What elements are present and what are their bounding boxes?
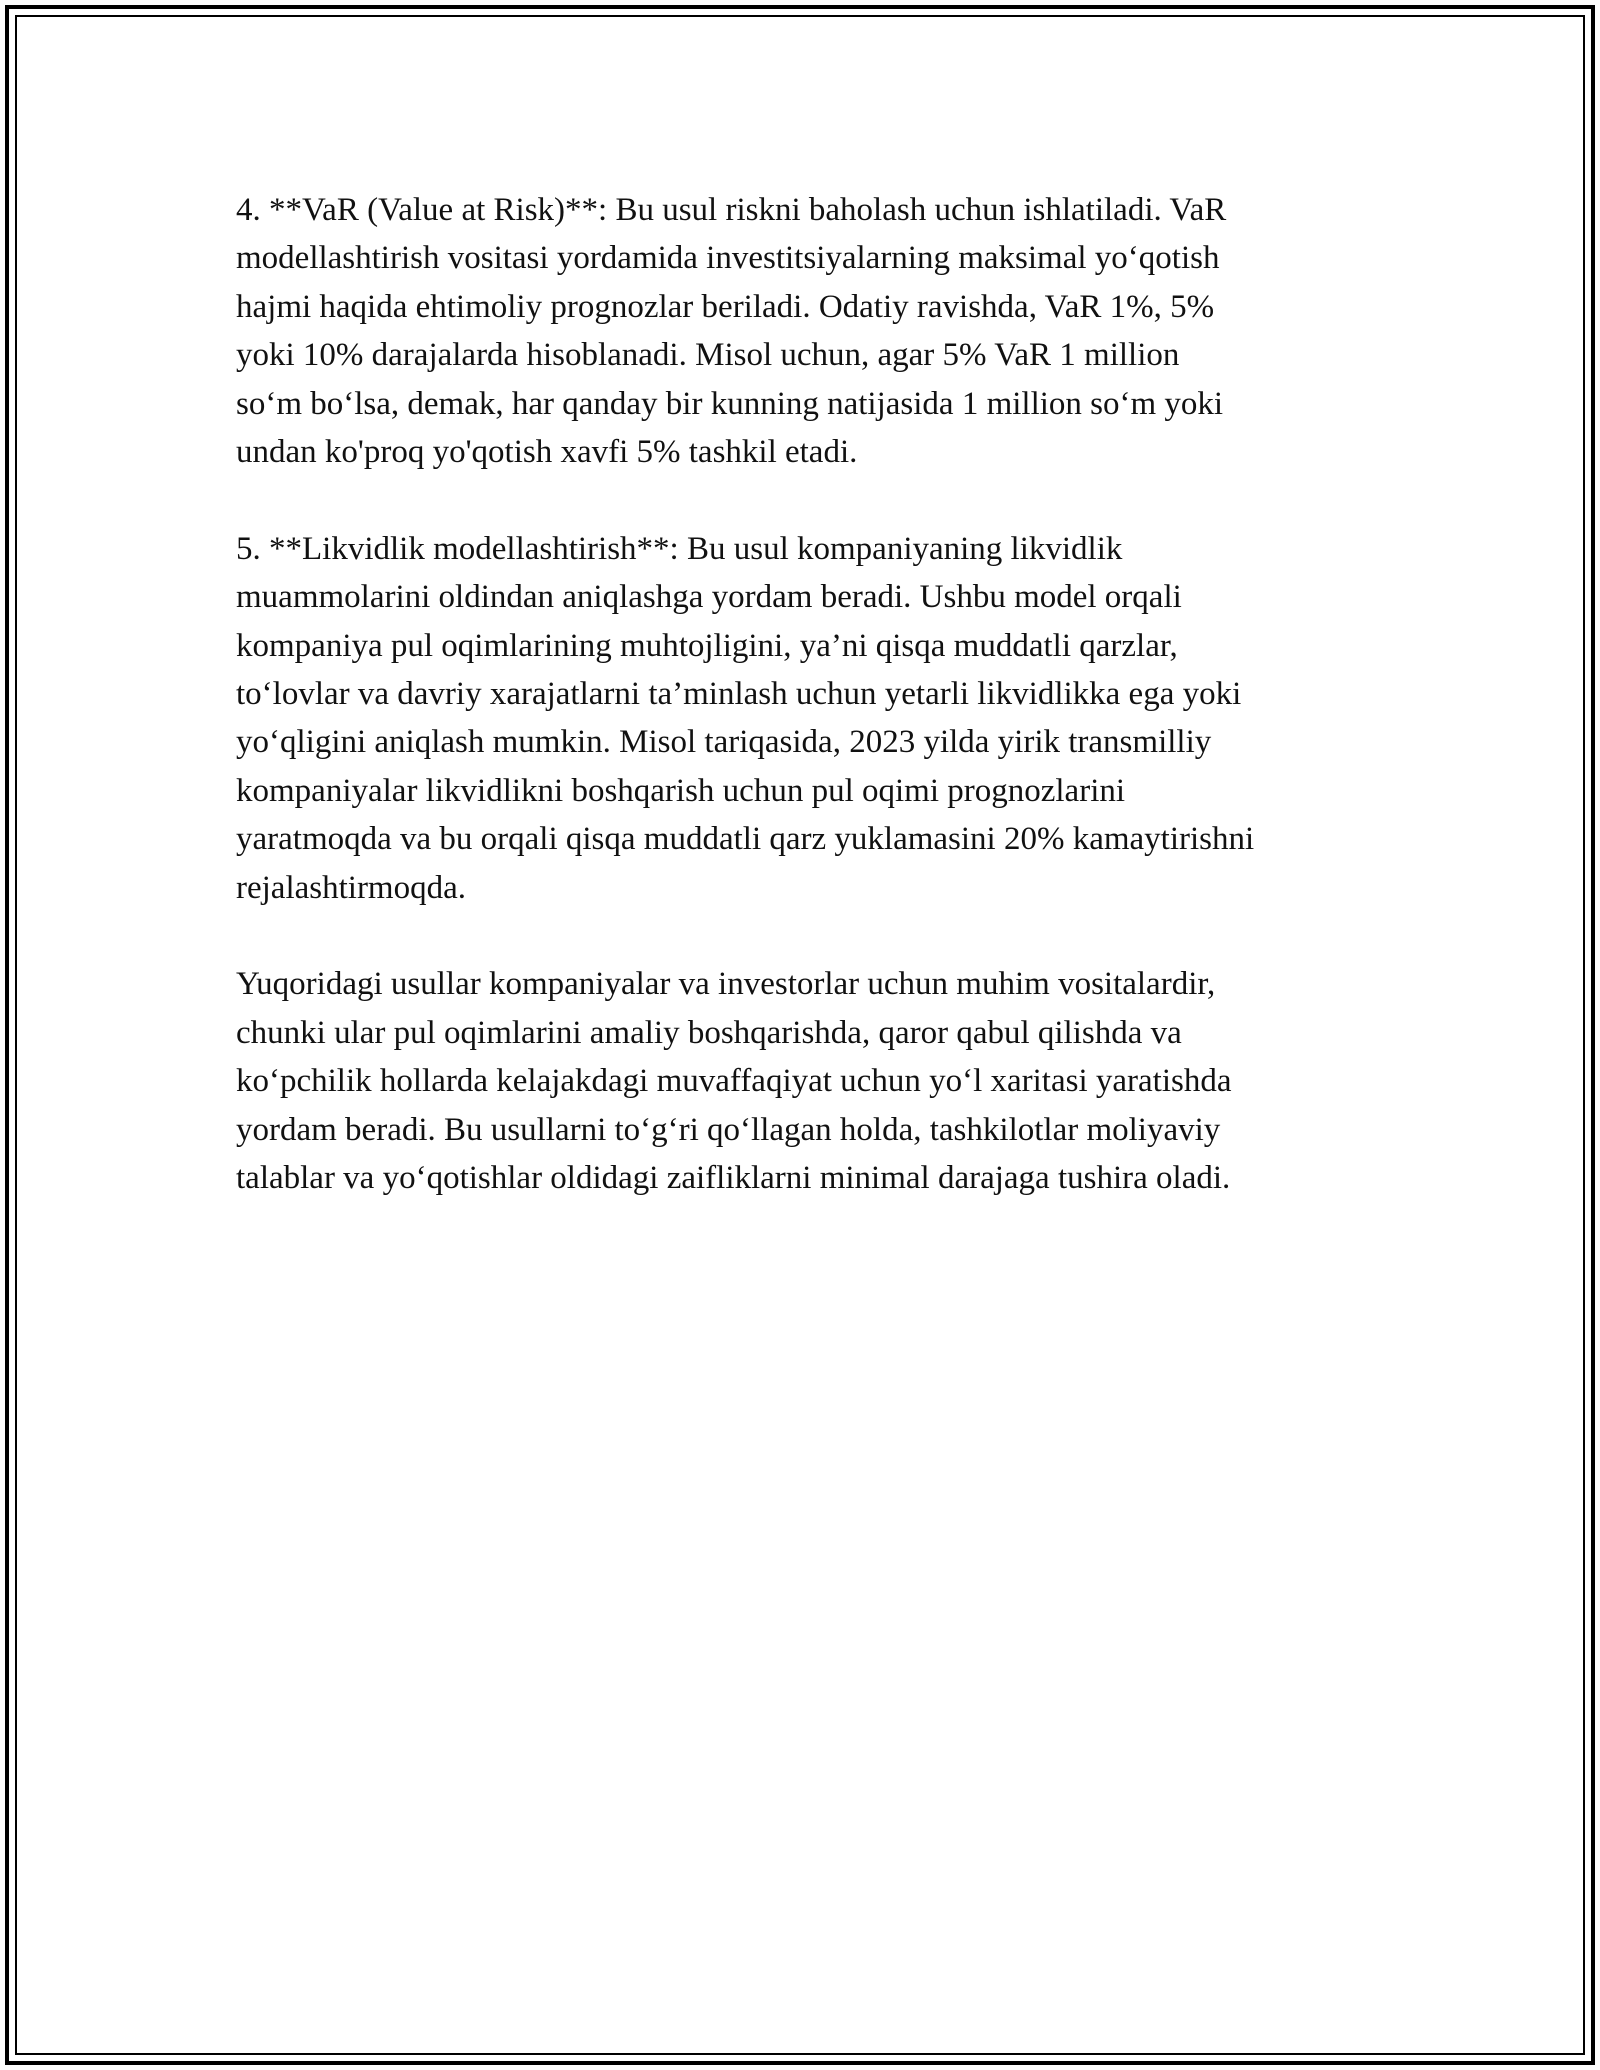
paragraph-conclusion: Yuqoridagi usullar kompaniyalar va investorlar uchun muhim vositalardir, chunki ular pul oqimlarini amaliy boshqarishda, qaror qabul qilishda va ko‘pchilik hollarda kelajakdagi muvaffaqiyat uchun yo‘l xaritasi yaratishda yordam beradi. Bu usullarni to‘g‘ri qo‘llagan holda, tashkilotlar moliyaviy talablar va yo‘qotishlar oldidagi zaifliklarni minimal darajaga tushira oladi. [236, 966, 1232, 1197]
paragraph-var: 4. **VaR (Value at Risk)**: Bu usul riskni baholash uchun ishlatiladi. VaR modellashtirish vositasi yordamida investitsiyalarning maksimal yo‘qotish hajmi haqida ehtimoliy prognozlar beriladi. Odatiy ravishda, VaR 1%, 5% yoki 10% darajalarda hisoblanadi. Misol uchun, agar 5% VaR 1 million so‘m bo‘lsa, demak, har qanday bir kunning natijasida 1 million so‘m yoki undan ko'proq yo'qotish xavfi 5% tashkil etadi. [236, 192, 1227, 471]
paragraph-likvidlik: 5. **Likvidlik modellashtirish**: Bu usul kompaniyaning likvidlik muammolarini oldindan aniqlashga yordam beradi. Ushbu model orqali kompaniya pul oqimlarining muhtojligini, ya’ni qisqa muddatli qarzlar, to‘lovlar va davriy xarajatlarni ta’minlash uchun yetarli likvidlikka ega yoki yo‘qligini aniqlash mumkin. Misol tariqasida, 2023 yilda yirik transmilliy kompaniyalar likvidlikni boshqarish uchun pul oqimi prognozlarini yaratmoqda va bu orqali qisqa muddatli qarz yuklamasini 20% kamaytirishni rejalashtirmoqda. [236, 530, 1255, 906]
document-body [236, 186, 1376, 1251]
